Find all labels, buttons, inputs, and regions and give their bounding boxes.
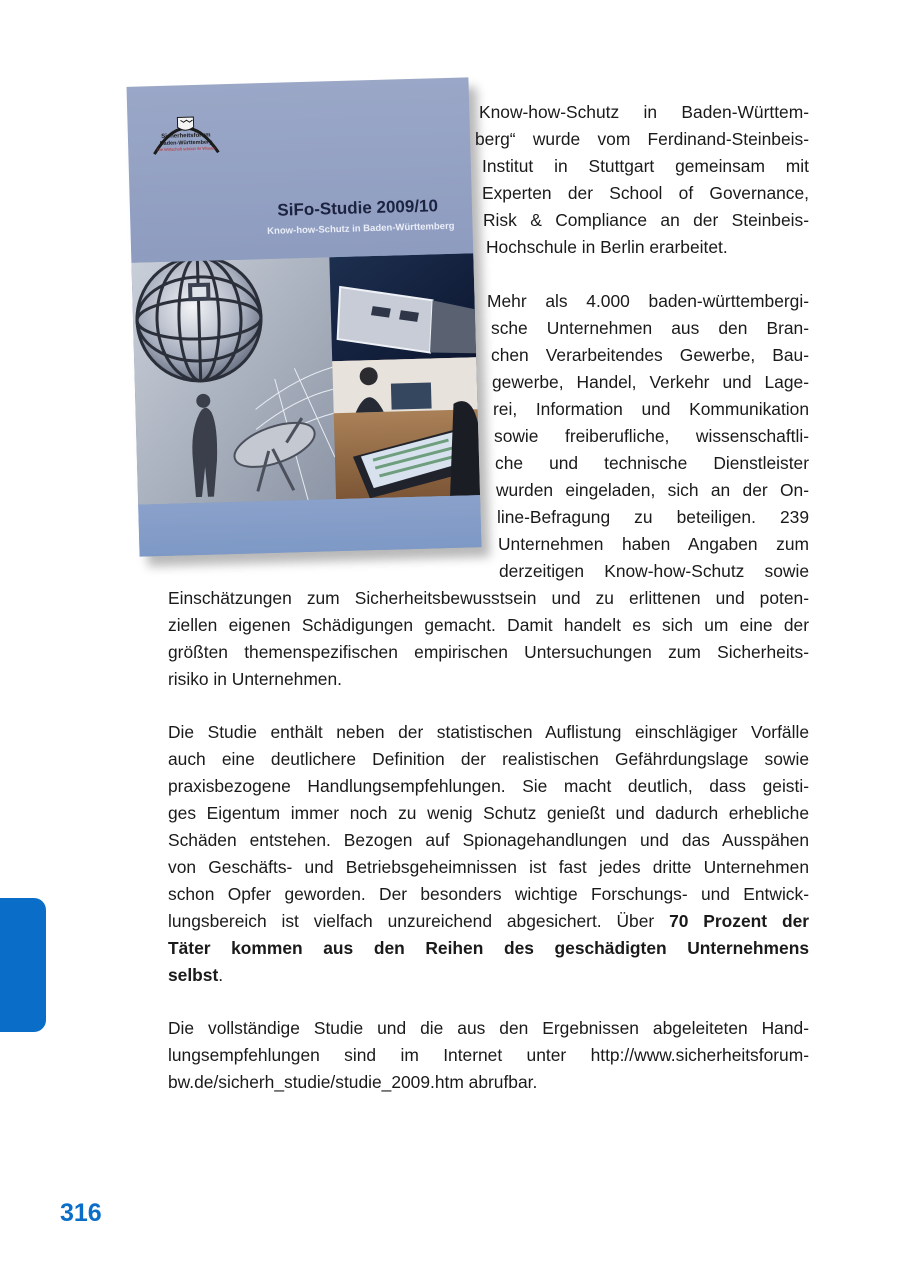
emphasis-text: Täter kommen aus den Reihen des geschädigten Unternehmens bbox=[168, 938, 809, 958]
availability-paragraph bbox=[168, 1015, 809, 1096]
text-line bbox=[168, 908, 809, 935]
emphasis-text: selbst bbox=[168, 965, 219, 985]
text-line: Institut in Stuttgart gemeinsam mit bbox=[482, 156, 809, 176]
study-cover-image bbox=[127, 77, 482, 556]
sicherheitsforum-logo bbox=[149, 108, 222, 156]
logo-line-3: Die Wirtschaft schützt ihr Wissen bbox=[156, 145, 216, 153]
text-line: schon Opfer geworden. Der besonders wichtige Forschungs- und Entwick- bbox=[168, 884, 809, 904]
text-line: Unternehmen haben Angaben zum bbox=[498, 534, 809, 554]
cover-title: SiFo-Studie 2009/10 bbox=[277, 196, 439, 220]
text-run: . bbox=[218, 965, 224, 985]
text-line: Schäden entstehen. Bezogen auf Spionagehandlungen und das Ausspähen bbox=[168, 830, 809, 850]
text-line: Hochschule in Berlin erarbeitet. bbox=[486, 237, 728, 257]
text-line: rei, Information und Kommunikation bbox=[493, 399, 809, 419]
chapter-tab-marker bbox=[0, 898, 46, 1032]
text-line: sche Unternehmen aus den Bran- bbox=[491, 318, 809, 338]
cover-subtitle: Know-how-Schutz in Baden-Württemberg bbox=[267, 220, 455, 237]
text-line: größten themenspezifischen empirischen Untersuchungen zum Sicherheits- bbox=[168, 642, 809, 662]
logo-line-2: Baden-Württemberg bbox=[159, 139, 213, 147]
text-line: Die Studie enthält neben der statistischen Auflistung einschlägiger Vorfälle bbox=[168, 722, 809, 742]
cover-bottom-band bbox=[138, 495, 481, 557]
text-line bbox=[168, 962, 809, 989]
findings-paragraph bbox=[168, 719, 809, 989]
text-line: chen Verarbeitendes Gewerbe, Bau- bbox=[491, 345, 809, 365]
text-line: Einschätzungen zum Sicherheitsbewusstsein und zu erlittenen und poten- bbox=[168, 588, 809, 608]
text-line: ziellen eigenen Schädigungen gemacht. Damit handelt es sich um eine der bbox=[168, 615, 809, 635]
survey-paragraph-column bbox=[487, 288, 809, 585]
text-line: Know-how-Schutz in Baden-Württem- bbox=[479, 102, 809, 122]
text-line: wurden eingeladen, sich an der On- bbox=[496, 480, 809, 500]
emphasis-text: 70 Prozent der bbox=[669, 911, 810, 931]
cover bbox=[127, 77, 482, 556]
intro-paragraph-column bbox=[475, 99, 809, 261]
text-line: Risk & Compliance an der Steinbeis- bbox=[483, 210, 809, 230]
logo-line-1: Sicherheitsforum bbox=[161, 132, 211, 140]
survey-paragraph-continuation bbox=[168, 585, 809, 693]
text-line: Mehr als 4.000 baden-württembergi- bbox=[487, 291, 809, 311]
text-line: berg“ wurde vom Ferdinand-Steinbeis- bbox=[475, 129, 809, 149]
text-line: risiko in Unternehmen. bbox=[168, 669, 342, 689]
text-run: lungsbereich ist vielfach unzureichend abgesichert. Über bbox=[168, 911, 670, 931]
text-line: lungsempfehlungen sind im Internet unter http://www.sicherheitsforum- bbox=[168, 1045, 809, 1065]
text-line: che und technische Dienstleister bbox=[495, 453, 809, 473]
text-line: sowie freiberufliche, wissenschaftli- bbox=[494, 426, 809, 446]
text-line: Die vollständige Studie und die aus den Ergebnissen abgeleiteten Hand- bbox=[168, 1018, 809, 1038]
text-line: ges Eigentum immer noch zu wenig Schutz genießt und dadurch erhebliche bbox=[168, 803, 809, 823]
page-number: 316 bbox=[60, 1199, 102, 1227]
text-line: derzeitigen Know-how-Schutz sowie bbox=[499, 561, 809, 581]
text-line: Experten der School of Governance, bbox=[482, 183, 809, 203]
text-line: bw.de/sicherh_studie/studie_2009.htm abrufbar. bbox=[168, 1072, 538, 1092]
text-line: praxisbezogene Handlungsempfehlungen. Sie macht deutlich, dass geisti- bbox=[168, 776, 809, 796]
text-line: auch eine deutlichere Definition der realistischen Gefährdungslage sowie bbox=[168, 749, 809, 769]
text-line: line-Befragung zu beteiligen. 239 bbox=[497, 507, 809, 527]
cover-photo-collage bbox=[131, 253, 480, 504]
text-line: von Geschäfts- und Betriebsgeheimnissen ist fast jedes dritte Unternehmen bbox=[168, 857, 809, 877]
text-line bbox=[168, 935, 809, 962]
text-line: gewerbe, Handel, Verkehr und Lage- bbox=[492, 372, 809, 392]
